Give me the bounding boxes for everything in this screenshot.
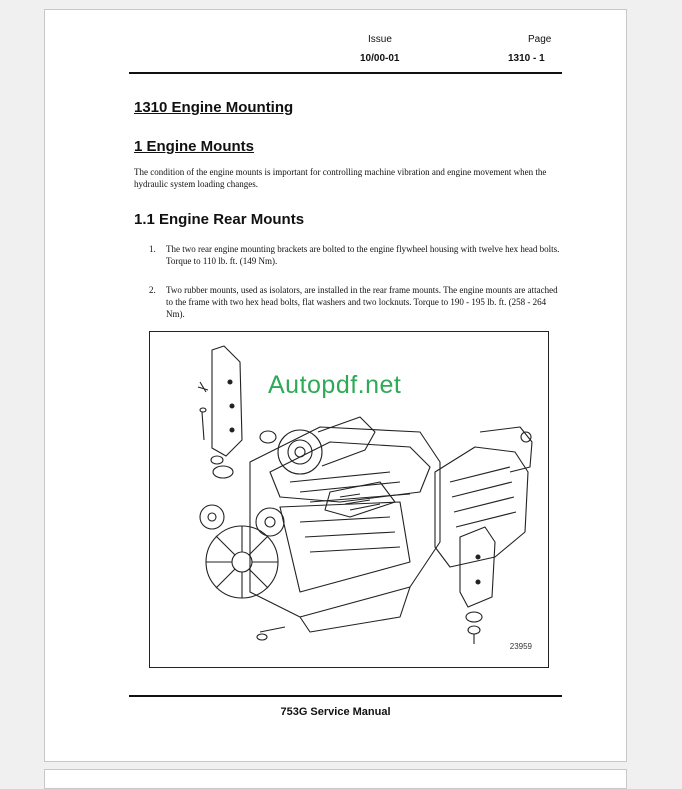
engine-mount-figure [149,331,549,668]
next-page-edge [44,769,627,789]
issue-label: Issue [368,34,392,45]
page-label: Page [528,34,552,45]
footer-rule [129,695,562,697]
step-1-number: 1. [149,244,156,254]
subsection-title: 1 Engine Mounts [134,138,254,155]
step-1-text: The two rear engine mounting brackets are bolted to the engine flywheel housing with twelve hex head bolts. Torque to 110 lb. ft. (149 Nm). [166,244,560,266]
intro-paragraph: The condition of the engine mounts is important for controlling machine vibration and engine movement when the hydraulic system loading changes. [134,167,547,189]
page-number: 1310 - 1 [508,53,545,64]
section-title: 1310 Engine Mounting [134,99,294,116]
footer-title: 753G Service Manual [280,706,391,718]
figure-number: 23959 [509,642,532,651]
step-2-text: Two rubber mounts, used as isolators, are installed in the rear frame mounts. The engine mounts are attached to the frame with two hex head bolts, flat washers and two locknuts. Torque to 190 - 195 lb. ft. (258 - 264 Nm). [166,285,558,319]
subsubsection-title: 1.1 Engine Rear Mounts [134,211,305,228]
watermark-text: Autopdf.net [268,371,402,399]
header-rule [129,72,562,74]
document-page [44,9,627,762]
step-2-number: 2. [149,285,156,295]
issue-value: 10/00-01 [360,53,400,64]
